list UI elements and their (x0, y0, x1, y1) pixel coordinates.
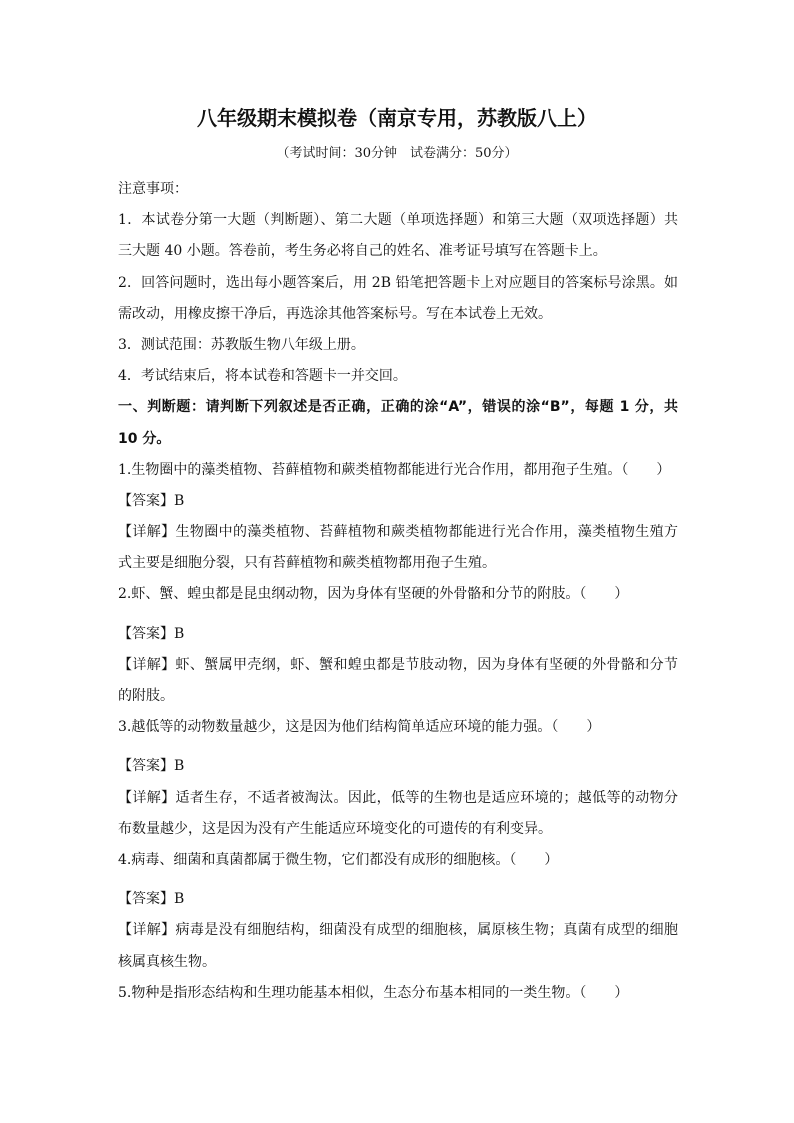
detail-label: 【详解】 (118, 789, 176, 806)
notes-heading: 注意事项： (118, 181, 188, 197)
detail-4-line-2: 核属真核生物。 (118, 953, 216, 970)
detail-3-line-1 (118, 783, 678, 814)
detail-text: 病毒是没有细胞结构，细菌没有成型的细胞核，属原核生物；真菌有成型的细胞 (175, 922, 679, 939)
detail-label: 【详解】 (118, 524, 176, 541)
section-heading-line-1: 一、判断题：请判断下列叙述是否正确，正确的涂“A”，错误的涂“B”，每题 1 分，共 (118, 399, 678, 416)
answer-4 (118, 884, 678, 915)
section-heading-line-2: 10 分。 (118, 430, 171, 447)
note-4: 4．考试结束后，将本试卷和答题卡一并交回。 (118, 368, 407, 385)
exam-info: （考试时间：30分钟 试卷满分：50分） (276, 146, 518, 161)
question-1: 1.生物圈中的藻类植物、苔藓植物和蕨类植物都能进行光合作用，都用孢子生殖。（ ） (118, 461, 671, 478)
answer-3 (118, 751, 678, 782)
detail-text: 虾、蟹属甲壳纲，虾、蟹和蝗虫都是节肢动物，因为身体有坚硬的外骨骼和分节 (175, 656, 679, 673)
note-1-line-2: 三大题 40 小题。答卷前，考生务必将自己的姓名、准考证号填写在答题卡上。 (118, 243, 607, 260)
question-3: 3.越低等的动物数量越少，这是因为他们结构简单适应环境的能力强。（ ） (118, 719, 601, 736)
answer-value: B (174, 625, 185, 642)
answer-value: B (174, 492, 185, 509)
detail-1-line-1 (118, 517, 678, 548)
detail-4-line-1 (118, 915, 678, 946)
answer-value: B (174, 891, 185, 908)
question-5: 5.物种是指形态结构和生理功能基本相似，生态分布基本相同的一类生物。（ ） (118, 984, 629, 1001)
answer-1 (118, 486, 678, 517)
detail-text: 适者生存，不适者被淘汰。因此，低等的生物也是适应环境的；越低等的动物分 (175, 789, 679, 806)
detail-text: 生物圈中的藻类植物、苔藓植物和蕨类植物都能进行光合作用，藻类植物生殖方 (175, 524, 679, 541)
detail-label: 【详解】 (118, 656, 176, 673)
page-title: 八年级期末模拟卷（南京专用，苏教版八上） (197, 106, 597, 130)
answer-value: B (174, 758, 185, 775)
question-4: 4.病毒、细菌和真菌都属于微生物，它们都没有成形的细胞核。（ ） (118, 851, 559, 868)
note-2-line-2: 需改动，用橡皮擦干净后，再选涂其他答案标号。写在本试卷上无效。 (118, 305, 552, 322)
note-1-line-1: 1．本试卷分第一大题（判断题）、第二大题（单项选择题）和第三大题（双项选择题）共 (118, 212, 678, 229)
detail-1-line-2: 式主要是细胞分裂，只有苔藓植物和蕨类植物都用孢子生殖。 (118, 555, 496, 572)
answer-2 (118, 619, 678, 650)
answer-label: 【答案】 (118, 625, 174, 642)
note-3: 3．测试范围：苏教版生物八年级上册。 (118, 336, 365, 353)
document-body (118, 174, 678, 1009)
detail-2-line-2: 的附肢。 (118, 688, 174, 704)
answer-label: 【答案】 (118, 758, 174, 775)
detail-label: 【详解】 (118, 922, 176, 939)
detail-3-line-2: 布数量越少，这是因为没有产生能适应环境变化的可遗传的有利变异。 (118, 820, 552, 837)
question-2: 2.虾、蟹、蝗虫都是昆虫纲动物，因为身体有坚硬的外骨骼和分节的附肢。（ ） (118, 586, 629, 603)
answer-label: 【答案】 (118, 492, 174, 509)
note-2-line-1: 2．回答问题时，选出每小题答案后，用 2B 铅笔把答题卡上对应题目的答案标号涂黑。如 (118, 274, 678, 291)
detail-2-line-1 (118, 650, 678, 681)
answer-label: 【答案】 (118, 891, 174, 908)
